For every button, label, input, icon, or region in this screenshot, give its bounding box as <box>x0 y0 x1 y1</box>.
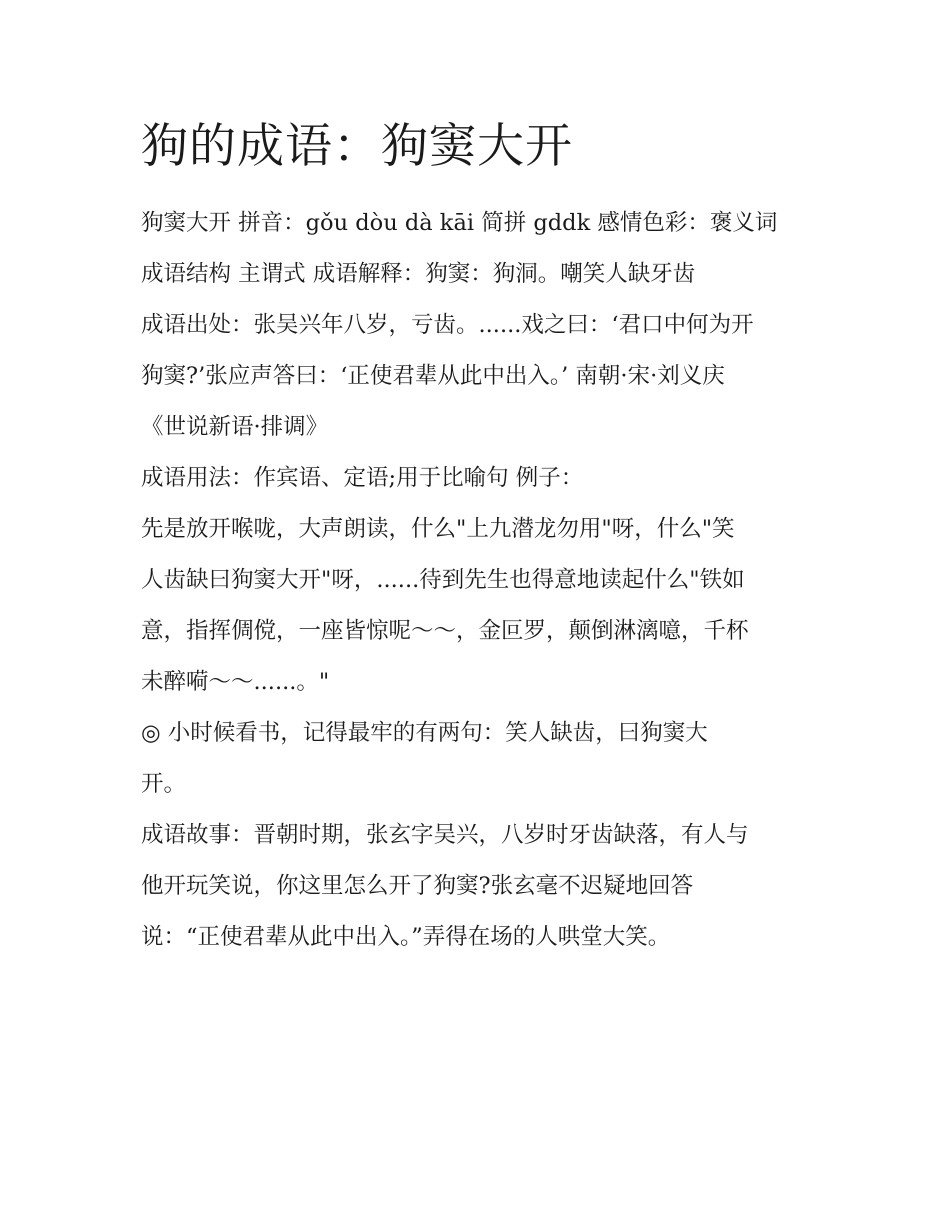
text-line-source-book: 《世说新语·排调》 <box>141 414 329 440</box>
text-line-source: 成语出处：张吴兴年八岁，亏齿。......戏之曰：‘君口中何为开 <box>141 312 754 338</box>
text-line-pinyin: 狗窦大开 拼音：gǒu dòu dà kāi 简拼 gddk 感情色彩：褒义词 <box>141 210 778 236</box>
text-line-example-cont: 人齿缺曰狗窦大开"呀，......待到先生也得意地读起什么"铁如 <box>141 567 745 593</box>
text-line-story-cont: 他开玩笑说，你这里怎么开了狗窦?张玄毫不迟疑地回答 <box>141 873 694 899</box>
text-line-memory-end: 开。 <box>141 771 187 797</box>
text-line-example-cont: 意，指挥倜傥，一座皆惊呢～～，金叵罗，颠倒淋漓噫，千杯 <box>141 618 749 644</box>
text-line-example-end: 未醉嗬～～......。" <box>141 669 330 695</box>
text-line-source-cont: 狗窦?’张应声答曰：‘正使君辈从此中出入。’ 南朝·宋·刘义庆 <box>141 363 725 389</box>
document-page <box>141 112 821 963</box>
text-line-structure: 成语结构 主谓式 成语解释：狗窦：狗洞。嘲笑人缺牙齿 <box>141 261 696 287</box>
text-line-story-end: 说：“正使君辈从此中出入。”弄得在场的人哄堂大笑。 <box>141 924 671 950</box>
text-line-example: 先是放开喉咙，大声朗读，什么"上九潜龙勿用"呀，什么"笑 <box>141 516 735 542</box>
document-title: 狗的成语：狗窦大开 <box>141 119 573 174</box>
text-line-story: 成语故事：晋朝时期，张玄字吴兴，八岁时牙齿缺落，有人与 <box>141 822 749 848</box>
text-line-memory: ◎ 小时候看书，记得最牢的有两句：笑人缺齿，曰狗窦大 <box>141 720 708 746</box>
text-line-usage: 成语用法：作宾语、定语;用于比喻句 例子： <box>141 465 584 491</box>
